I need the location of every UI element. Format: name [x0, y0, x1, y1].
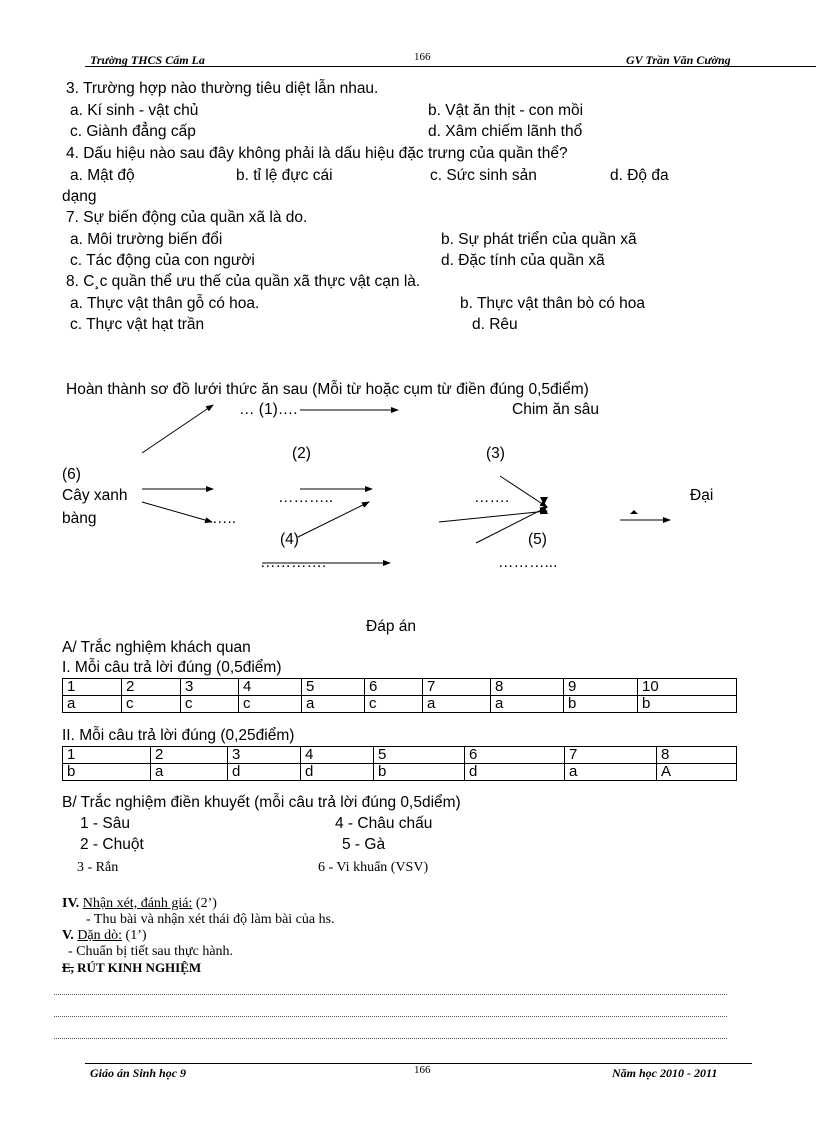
q4-option-d-continued: dạng: [62, 188, 97, 205]
fill-answer-1: 1 - Sâu: [80, 815, 130, 832]
p1-ans-7: a: [423, 696, 491, 713]
q4-option-d: d. Độ đa: [610, 167, 669, 184]
diagram-label-2: (2): [292, 445, 311, 462]
footer-page-number: 166: [414, 1064, 431, 1076]
p2-num-1: 1: [63, 747, 151, 764]
q4-option-c: c. Sức sinh sản: [430, 167, 537, 184]
header-page-number: 166: [414, 51, 431, 63]
header-school: Trường THCS Cẩm La: [90, 53, 205, 67]
p2-ans-2: a: [151, 764, 228, 781]
p2-num-8: 8: [657, 747, 737, 764]
diagram-dots-bottom-1: ………….: [260, 554, 327, 571]
p1-num-7: 7: [423, 679, 491, 696]
fill-answer-6: 6 - Vi khuẩn (VSV): [318, 860, 429, 875]
part2-answer-table: [62, 746, 737, 781]
q3-option-b: b. Vật ăn thịt - con mồi: [428, 102, 584, 119]
section-iv: [62, 896, 217, 912]
notes-dotted-line-1: [54, 994, 727, 995]
section-v-number: V.: [62, 928, 74, 943]
diagram-dots-bottom-2: ………...: [498, 554, 558, 571]
q7-option-c: c. Tác động của con người: [70, 252, 255, 269]
p1-num-6: 6: [365, 679, 423, 696]
p1-ans-8: a: [491, 696, 564, 713]
question-8-title: 8. C¸c quần thể ưu thế của quần xã thực vật cạn là.: [66, 273, 421, 290]
q7-option-a: a. Môi trường biến đổi: [70, 231, 223, 248]
p1-ans-9: b: [564, 696, 638, 713]
section-iv-title: Nhận xét, đánh giá:: [82, 896, 193, 911]
p1-ans-6: c: [365, 696, 423, 713]
diagram-label-3: (3): [486, 445, 505, 462]
diagram-label-4: (4): [280, 531, 299, 548]
p1-num-2: 2: [122, 679, 181, 696]
diagram-tree-line1: Cây xanh: [62, 487, 128, 504]
section-iv-item: - Thu bài và nhận xét thái độ làm bài của hs.: [86, 912, 335, 927]
p2-num-7: 7: [565, 747, 657, 764]
part1-title: I. Mỗi câu trả lời đúng (0,5điểm): [62, 659, 282, 676]
section-v-time: (1’): [122, 928, 147, 943]
diagram-tree-line2: bàng: [62, 510, 97, 527]
fill-answer-5: 5 - Gà: [342, 836, 386, 853]
diagram-bird: Chim ăn sâu: [512, 401, 600, 418]
diagram-label-6: (6): [62, 466, 81, 483]
diagram-dots-right: …….: [474, 489, 510, 506]
notes-dotted-line-3: [54, 1038, 727, 1039]
section-b-title: B/ Trắc nghiệm điền khuyết (mỗi câu trả lời đúng 0,5diểm): [62, 794, 461, 811]
fill-answer-2: 2 - Chuột: [80, 836, 144, 853]
p2-ans-5: b: [374, 764, 465, 781]
p1-ans-4: c: [239, 696, 302, 713]
part1-answer-row: [63, 696, 737, 713]
answer-heading: Đáp án: [366, 618, 416, 635]
diagram-dots-middle: ………..: [278, 489, 334, 506]
notes-dotted-line-2: [54, 1016, 727, 1017]
fill-answer-4: 4 - Châu chấu: [335, 815, 433, 832]
q4-option-a: a. Mật độ: [70, 167, 135, 184]
section-e: [62, 960, 201, 976]
p2-num-6: 6: [465, 747, 565, 764]
p1-ans-2: c: [122, 696, 181, 713]
q4-option-b: b. tỉ lệ đực cái: [236, 167, 333, 184]
p2-ans-6: d: [465, 764, 565, 781]
q8-option-c: c. Thực vật hạt trần: [70, 316, 205, 333]
p2-num-3: 3: [228, 747, 301, 764]
diagram-title: Hoàn thành sơ đồ lưới thức ăn sau (Mỗi từ hoặc cụm từ điền đúng 0,5điểm): [66, 381, 589, 398]
section-e-number: E,: [62, 960, 74, 975]
fill-answer-3: 3 - Rắn: [77, 860, 119, 875]
diagram-dots-small: …..: [212, 510, 237, 527]
p1-num-9: 9: [564, 679, 638, 696]
diagram-blank-1: … (1)….: [239, 401, 298, 418]
arrow-4-to-2: [298, 502, 369, 537]
p1-num-1: 1: [63, 679, 122, 696]
section-iv-time: (2’): [192, 896, 217, 911]
p1-num-10: 10: [638, 679, 737, 696]
p1-ans-5: a: [302, 696, 365, 713]
p2-num-5: 5: [374, 747, 465, 764]
question-3-title: 3. Trường hợp nào thường tiêu diệt lẫn nhau.: [66, 80, 379, 97]
q8-option-d: d. Rêu: [472, 316, 518, 333]
p2-ans-1: b: [63, 764, 151, 781]
footer-left: Giáo án Sinh học 9: [90, 1066, 187, 1080]
arrow-tree-to-1: [142, 405, 213, 453]
header-teacher: GV Trần Văn Cường: [626, 53, 731, 67]
q8-option-b: b. Thực vật thân bò có hoa: [460, 295, 646, 312]
question-7-title: 7. Sự biến động của quần xã là do.: [66, 209, 308, 226]
section-a-title: A/ Trắc nghiệm khách quan: [62, 639, 251, 656]
q3-option-a: a. Kí sinh - vật chủ: [70, 102, 199, 119]
section-v: [62, 928, 147, 944]
q8-option-a: a. Thực vật thân gỗ có hoa.: [70, 295, 260, 312]
p2-ans-7: a: [565, 764, 657, 781]
part2-number-row: [63, 747, 737, 764]
diagram-dai: Đại: [690, 487, 714, 504]
part1-number-row: [63, 679, 737, 696]
q3-option-c: c. Giành đẳng cấp: [70, 123, 196, 140]
p1-num-4: 4: [239, 679, 302, 696]
p2-num-4: 4: [301, 747, 374, 764]
q7-option-b: b. Sự phát triển của quần xã: [441, 231, 637, 248]
p2-ans-4: d: [301, 764, 374, 781]
footer-right: Năm học 2010 - 2011: [612, 1066, 718, 1080]
p1-ans-10: b: [638, 696, 737, 713]
arrow-left-to-sink: [439, 511, 547, 522]
p2-num-2: 2: [151, 747, 228, 764]
q3-option-d: d. Xâm chiếm lãnh thổ: [428, 123, 583, 140]
p1-num-8: 8: [491, 679, 564, 696]
p1-ans-3: c: [181, 696, 239, 713]
p1-num-5: 5: [302, 679, 365, 696]
p1-num-3: 3: [181, 679, 239, 696]
p2-ans-8: A: [657, 764, 737, 781]
section-v-item: - Chuẩn bị tiết sau thực hành.: [68, 944, 234, 959]
part1-answer-table: [62, 678, 737, 713]
part2-title: II. Mỗi câu trả lời đúng (0,25điểm): [62, 727, 295, 744]
q7-option-d: d. Đặc tính của quần xã: [441, 252, 605, 269]
section-e-title: RÚT KINH NGHIỆM: [73, 960, 202, 975]
diagram-label-5: (5): [528, 531, 547, 548]
p2-ans-3: d: [228, 764, 301, 781]
part2-answer-row: [63, 764, 737, 781]
section-v-title: Dặn dò:: [77, 928, 123, 943]
small-arrow-head: [630, 510, 638, 514]
question-4-title: 4. Dấu hiệu nào sau đây không phải là dấu hiệu đặc trưng của quần thể?: [66, 145, 568, 162]
arrow-tree-to-4: [142, 502, 212, 522]
p1-ans-1: a: [63, 696, 122, 713]
section-iv-number: IV.: [62, 896, 80, 911]
